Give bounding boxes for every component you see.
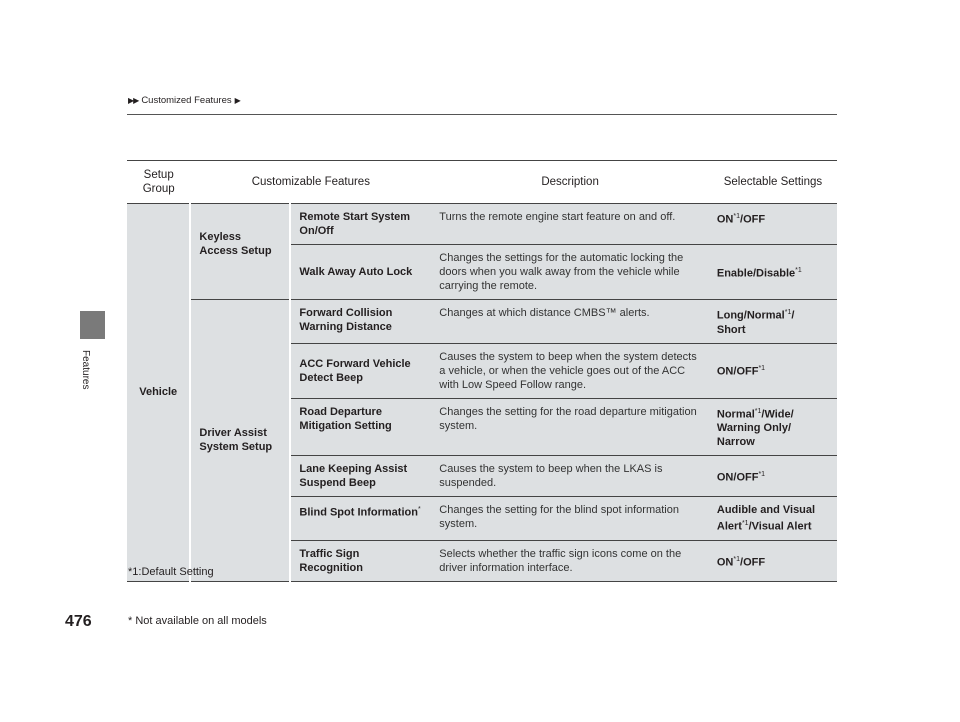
header-customizable-features: Customizable Features bbox=[190, 161, 431, 204]
arrow-icon: ▶ bbox=[234, 96, 240, 105]
feature-settings: Audible and Visual Alert$^{*1}$/Visual Alert bbox=[709, 497, 837, 541]
chapter-tab-marker bbox=[80, 311, 105, 339]
feature-name: Lane Keeping Assist Suspend Beep bbox=[290, 456, 431, 497]
feature-description: Causes the system to beep when the system detects a vehicle, or when the vehicle goes out of the ACC with Low Speed Follow range. bbox=[431, 343, 709, 398]
feature-settings: ON/OFF$^{*1}$ bbox=[709, 343, 837, 398]
feature-settings: Enable/Disable$^{*1}$ bbox=[709, 245, 837, 300]
feature-description: Changes the setting for the blind spot information system. bbox=[431, 497, 709, 541]
subgroup-driver-assist: Driver Assist System Setup bbox=[190, 300, 290, 582]
feature-description: Causes the system to beep when the LKAS is suspended. bbox=[431, 456, 709, 497]
feature-settings: Long/Normal$^{*1}$/ Short bbox=[709, 300, 837, 344]
table-header-row bbox=[127, 161, 837, 204]
feature-name: Remote Start System On/Off bbox=[290, 204, 431, 245]
table-row bbox=[127, 204, 837, 245]
feature-settings: ON$^{*1}$/OFF bbox=[709, 204, 837, 245]
breadcrumb-section[interactable]: Customized Features bbox=[141, 95, 232, 106]
feature-name: Traffic Sign Recognition bbox=[290, 540, 431, 581]
breadcrumb bbox=[128, 95, 240, 106]
setup-group-cell: Vehicle bbox=[127, 204, 190, 582]
feature-description: Changes the settings for the automatic locking the doors when you walk away from the vehicle while carrying the remote. bbox=[431, 245, 709, 300]
feature-name: Walk Away Auto Lock bbox=[290, 245, 431, 300]
feature-name: ACC Forward Vehicle Detect Beep bbox=[290, 343, 431, 398]
table-row bbox=[127, 300, 837, 344]
header-description: Description bbox=[431, 161, 709, 204]
feature-settings: ON$^{*1}$/OFF bbox=[709, 540, 837, 581]
feature-name: Road Departure Mitigation Setting bbox=[290, 398, 431, 456]
feature-name: Forward Collision Warning Distance bbox=[290, 300, 431, 344]
feature-description: Changes the setting for the road departure mitigation system. bbox=[431, 398, 709, 456]
double-arrow-icon: ▶▶ bbox=[128, 96, 139, 105]
header-selectable-settings: Selectable Settings bbox=[709, 161, 837, 204]
page-number: 476 bbox=[65, 613, 92, 630]
default-setting-footnote: *1:Default Setting bbox=[128, 566, 214, 578]
feature-description: Selects whether the traffic sign icons come on the driver information interface. bbox=[431, 540, 709, 581]
feature-settings: Normal$^{*1}$/Wide/ Warning Only/ Narrow bbox=[709, 398, 837, 456]
header-rule bbox=[127, 114, 837, 115]
feature-settings: ON/OFF$^{*1}$ bbox=[709, 456, 837, 497]
header-setup-group: Setup Group bbox=[127, 161, 190, 204]
subgroup-keyless-access: Keyless Access Setup bbox=[190, 204, 290, 300]
chapter-tab-label: Features bbox=[80, 350, 91, 390]
availability-footnote: * Not available on all models bbox=[128, 615, 267, 627]
feature-description: Turns the remote engine start feature on and off. bbox=[431, 204, 709, 245]
feature-name: Blind Spot Information* bbox=[290, 497, 431, 541]
customized-features-table bbox=[127, 160, 837, 582]
feature-description: Changes at which distance CMBS™ alerts. bbox=[431, 300, 709, 344]
